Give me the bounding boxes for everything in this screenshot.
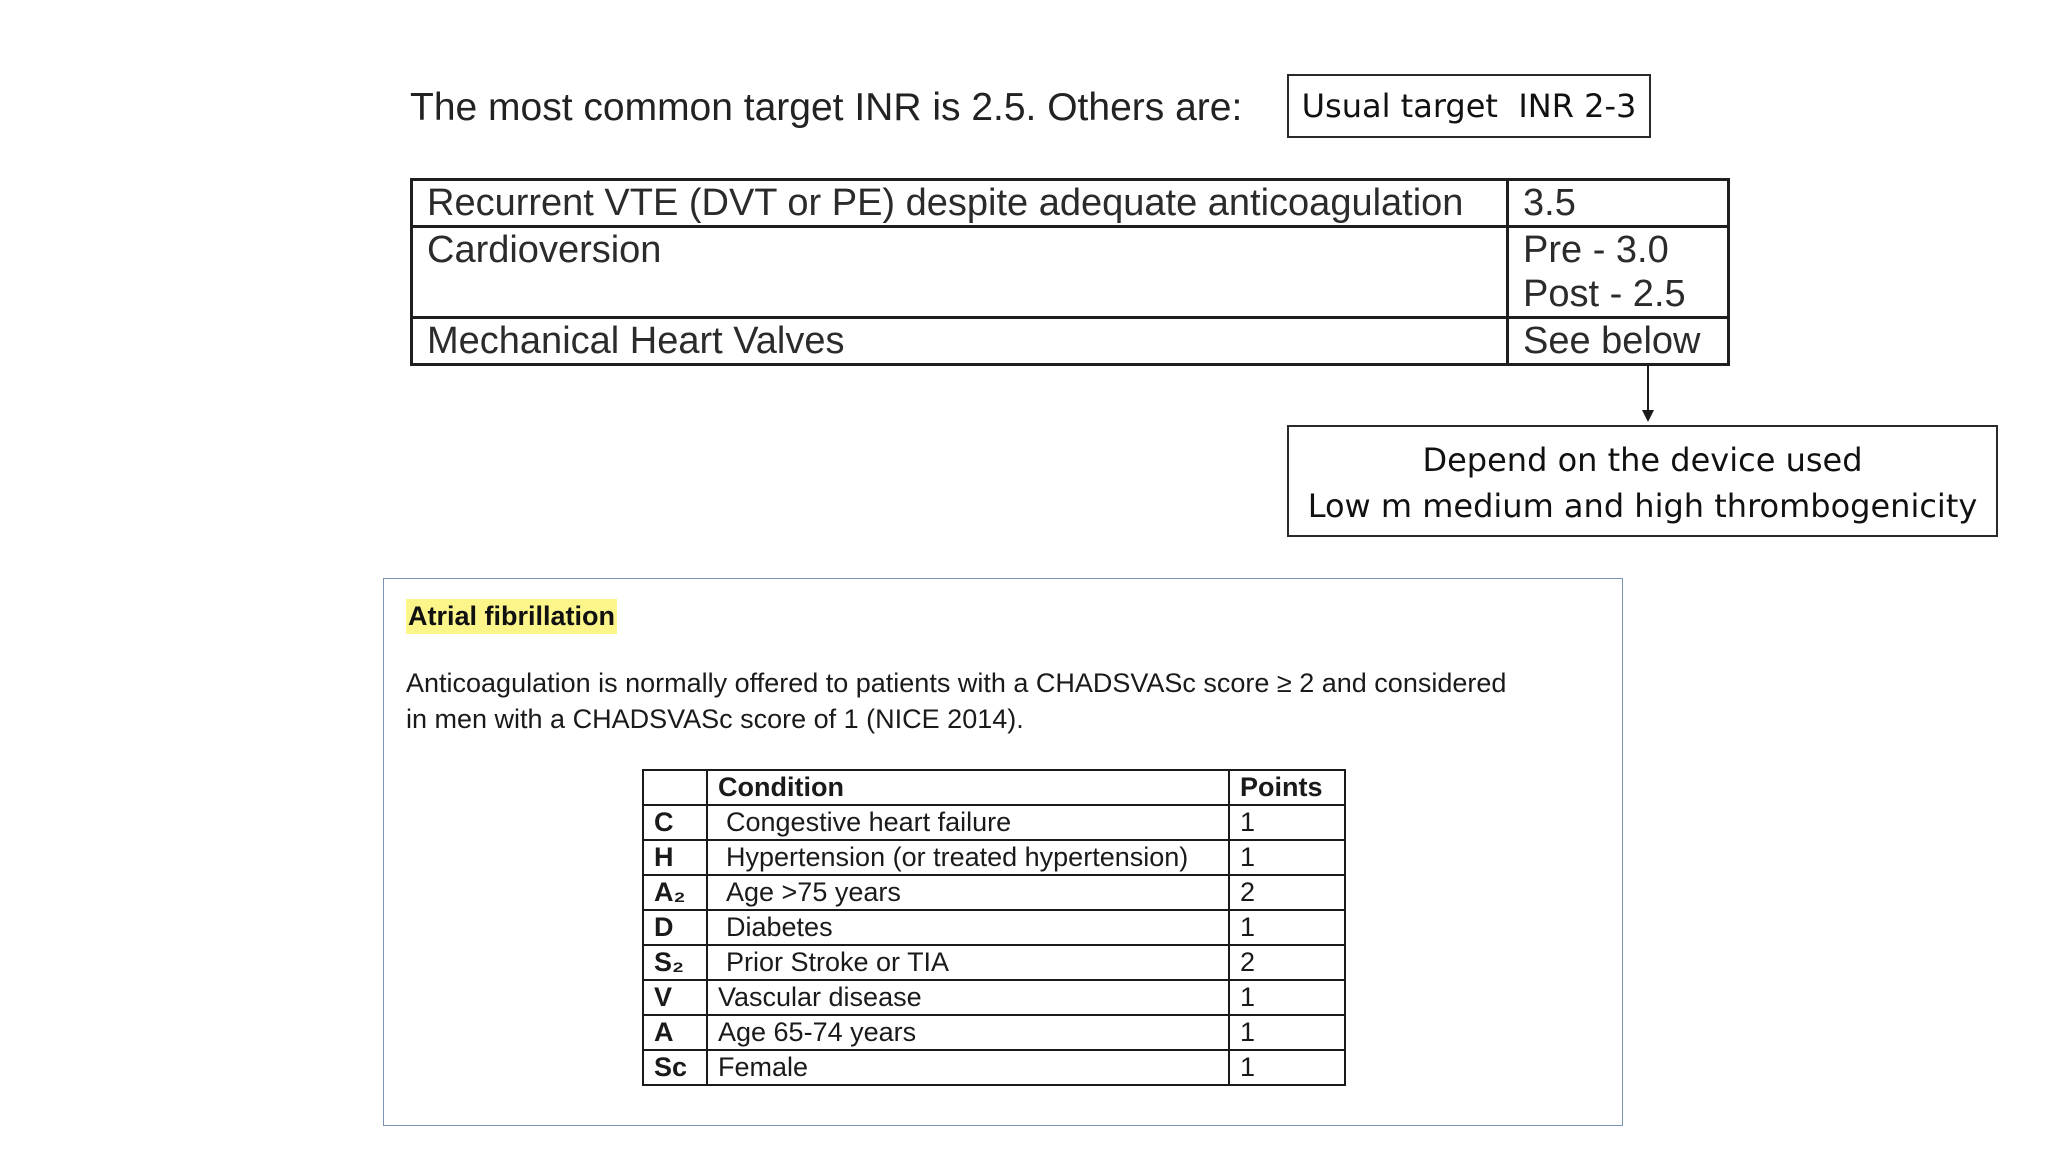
table-row bbox=[643, 875, 1345, 910]
inr-target-value: Post - 2.5 bbox=[1523, 273, 1686, 315]
table-row bbox=[643, 1050, 1345, 1085]
table-header-row bbox=[643, 770, 1345, 805]
inr-target-cell bbox=[1508, 318, 1729, 365]
code-cell: D bbox=[643, 910, 707, 945]
code-cell: C bbox=[643, 805, 707, 840]
atrial-fibrillation-panel bbox=[383, 578, 1623, 1126]
condition-cell bbox=[707, 840, 1229, 875]
column-header-code bbox=[643, 770, 707, 805]
af-title: Atrial fibrillation bbox=[406, 599, 617, 634]
points-cell: 1 bbox=[1229, 1015, 1345, 1050]
points-cell: 1 bbox=[1229, 910, 1345, 945]
table-row bbox=[412, 318, 1729, 365]
code-cell: S₂ bbox=[643, 945, 707, 980]
device-callout-line: Depend on the device used bbox=[1422, 441, 1863, 479]
code-cell: Sc bbox=[643, 1050, 707, 1085]
usual-target-callout: Usual target INR 2-3 bbox=[1287, 74, 1651, 138]
inr-targets-table bbox=[410, 178, 1730, 366]
condition-text: Prior Stroke or TIA bbox=[726, 947, 950, 977]
code-cell: A bbox=[643, 1015, 707, 1050]
inr-target-value: 3.5 bbox=[1523, 182, 1576, 224]
table-row bbox=[643, 840, 1345, 875]
table-row bbox=[412, 180, 1729, 227]
chadsvasc-table bbox=[642, 769, 1346, 1086]
points-cell: 2 bbox=[1229, 875, 1345, 910]
inr-condition-cell: Mechanical Heart Valves bbox=[412, 318, 1508, 365]
points-cell: 1 bbox=[1229, 980, 1345, 1015]
points-cell: 1 bbox=[1229, 805, 1345, 840]
down-arrow-icon bbox=[1640, 366, 1656, 422]
inr-target-value: See below bbox=[1523, 320, 1701, 362]
condition-cell: Female bbox=[707, 1050, 1229, 1085]
condition-cell bbox=[707, 875, 1229, 910]
inr-condition-cell: Recurrent VTE (DVT or PE) despite adequate anticoagulation bbox=[412, 180, 1508, 227]
inr-condition-cell: Cardioversion bbox=[412, 227, 1508, 318]
points-cell: 2 bbox=[1229, 945, 1345, 980]
inr-heading: The most common target INR is 2.5. Others are: bbox=[410, 86, 1243, 129]
points-cell: 1 bbox=[1229, 1050, 1345, 1085]
condition-cell bbox=[707, 805, 1229, 840]
device-callout bbox=[1287, 425, 1998, 537]
table-row bbox=[412, 227, 1729, 318]
condition-cell bbox=[707, 910, 1229, 945]
table-row bbox=[643, 945, 1345, 980]
code-cell: V bbox=[643, 980, 707, 1015]
table-row bbox=[643, 805, 1345, 840]
condition-text: Congestive heart failure bbox=[726, 807, 1012, 837]
points-cell: 1 bbox=[1229, 840, 1345, 875]
column-header-condition: Condition bbox=[707, 770, 1229, 805]
condition-text: Hypertension (or treated hypertension) bbox=[726, 842, 1189, 872]
condition-cell: Vascular disease bbox=[707, 980, 1229, 1015]
column-header-points: Points bbox=[1229, 770, 1345, 805]
table-row bbox=[643, 980, 1345, 1015]
table-row bbox=[643, 1015, 1345, 1050]
inr-target-value: Pre - 3.0 bbox=[1523, 229, 1669, 271]
condition-text: Age >75 years bbox=[726, 877, 901, 907]
condition-text: Diabetes bbox=[726, 912, 833, 942]
table-row bbox=[643, 910, 1345, 945]
inr-target-cell bbox=[1508, 180, 1729, 227]
code-cell: H bbox=[643, 840, 707, 875]
af-paragraph-line: in men with a CHADSVASc score of 1 (NICE 2014). bbox=[406, 704, 1024, 734]
af-paragraph bbox=[406, 665, 1596, 737]
condition-cell bbox=[707, 945, 1229, 980]
device-callout-line: Low m medium and high thrombogenicity bbox=[1307, 487, 1978, 525]
code-cell: A₂ bbox=[643, 875, 707, 910]
inr-target-cell bbox=[1508, 227, 1729, 318]
condition-cell: Age 65-74 years bbox=[707, 1015, 1229, 1050]
af-paragraph-line: Anticoagulation is normally offered to patients with a CHADSVASc score ≥ 2 and considered bbox=[406, 668, 1507, 698]
